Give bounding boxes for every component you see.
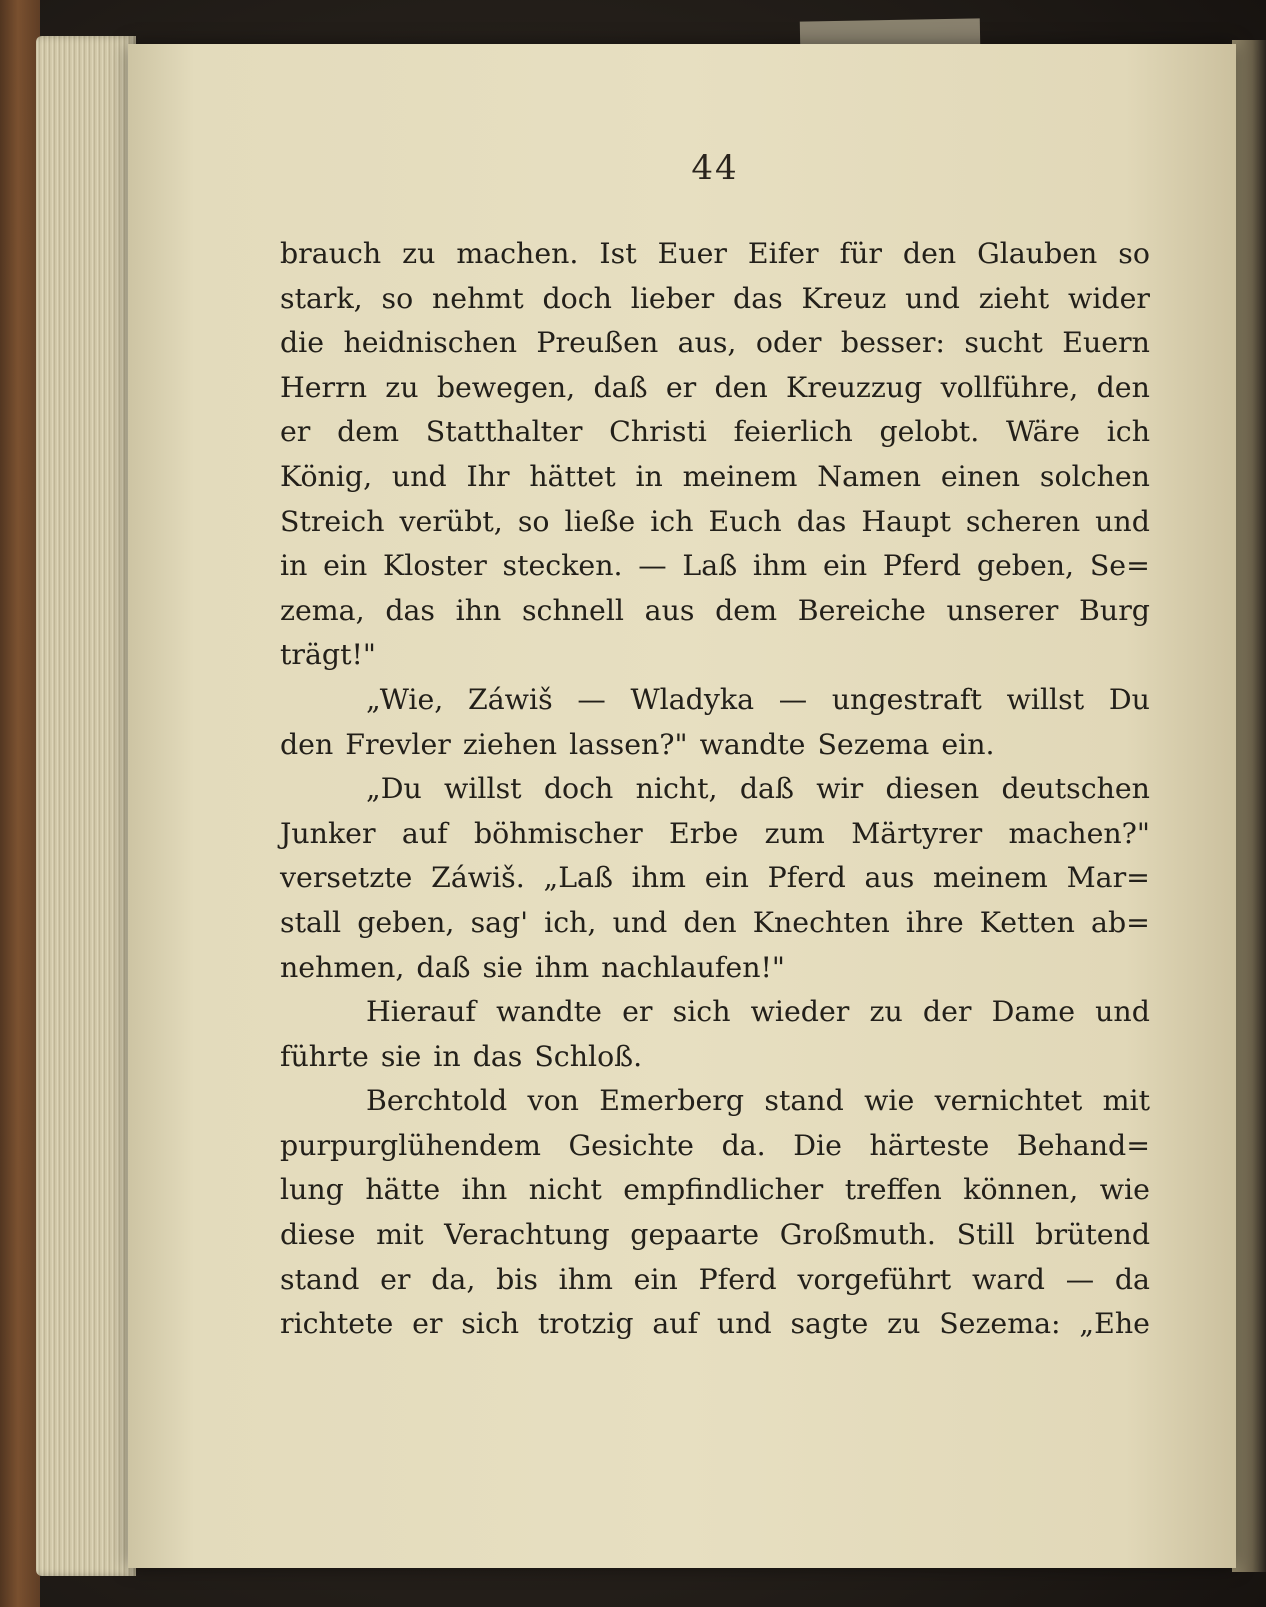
word: stark, [280, 281, 363, 315]
word: ihn [461, 1173, 508, 1207]
text-line [280, 1168, 1150, 1213]
word: Verachtung [444, 1218, 610, 1252]
word: trotzig [537, 1307, 634, 1341]
word: „Du [366, 772, 422, 806]
word: unserer [946, 593, 1059, 627]
word: Hierauf [366, 995, 476, 1029]
word: zieht [978, 281, 1050, 315]
word: Kloster [383, 549, 487, 583]
word: das [796, 504, 847, 538]
word: ihm [558, 1262, 613, 1296]
word: Záwiš [468, 682, 553, 716]
word: er [280, 415, 311, 449]
word: Ihr [466, 459, 510, 493]
word: das [733, 281, 783, 315]
word: mit [1102, 1084, 1150, 1118]
word: das [472, 1039, 523, 1073]
word: Pferd [767, 861, 846, 895]
word: lassen?" [569, 727, 688, 761]
word: sag' [470, 905, 529, 939]
text-line [280, 321, 1150, 366]
word: lieber [630, 281, 715, 315]
word: Wladyka [630, 682, 755, 716]
word: Ist [599, 237, 637, 270]
word: ein [323, 549, 368, 583]
word: wandte [699, 727, 806, 761]
word: den [280, 727, 334, 761]
word: Euch [708, 504, 782, 538]
word: wider [1068, 281, 1150, 315]
word: ihre [905, 905, 964, 939]
word: Kreuz [801, 281, 887, 315]
word: und [716, 1307, 772, 1341]
word: sich [672, 995, 731, 1029]
word: Laß [682, 549, 738, 583]
word: ein [704, 861, 749, 895]
word: Märtyrer [851, 816, 983, 850]
text-line [280, 856, 1150, 901]
word: ihn [455, 593, 502, 627]
word: König, [280, 459, 373, 493]
word: und [1095, 504, 1150, 538]
word: wieder [750, 995, 850, 1029]
word: in [433, 1039, 461, 1073]
word: vollführe, [940, 370, 1079, 404]
word: Pferd [698, 1262, 777, 1296]
text-line [280, 455, 1150, 500]
word: „Ehe [1079, 1307, 1150, 1341]
text-line [280, 1124, 1150, 1169]
text-line [280, 1079, 1150, 1124]
word: wir [816, 772, 864, 806]
word: er [412, 1307, 443, 1341]
word: — [1065, 1262, 1095, 1296]
text-line [280, 812, 1150, 857]
word: Schloß. [534, 1039, 643, 1073]
word: einen [940, 459, 1021, 493]
word: treffen [844, 1173, 942, 1207]
word: Sezema: [939, 1307, 1061, 1341]
word: Gesichte [568, 1128, 694, 1162]
word: stall [280, 905, 342, 939]
word: Glauben [977, 237, 1098, 270]
word: und [391, 459, 447, 493]
word: daß [593, 370, 648, 404]
word: den [902, 237, 957, 270]
word: können, [963, 1173, 1079, 1207]
word: ein [822, 549, 868, 583]
word: nicht, [635, 772, 718, 806]
body-text [280, 232, 1150, 1347]
word: scheren [965, 504, 1081, 538]
word: brütend [1035, 1218, 1150, 1252]
word: der [922, 995, 972, 1029]
word: heidnischen [343, 326, 518, 360]
word: Dame [991, 995, 1075, 1029]
word: diesen [885, 772, 980, 806]
word: Ketten [979, 905, 1075, 939]
word: — [577, 682, 606, 716]
word: zu [887, 1307, 921, 1341]
word: stand [280, 1262, 360, 1296]
word: „Wie, [366, 682, 444, 716]
text-line [280, 1258, 1150, 1303]
word: ab= [1091, 905, 1150, 939]
word: machen. [456, 237, 579, 270]
word: wie [864, 1084, 915, 1118]
word: Behand= [1016, 1128, 1150, 1162]
word: den [1096, 370, 1150, 404]
word: Se= [1089, 549, 1150, 583]
word: Eifer [747, 237, 819, 270]
word: er [380, 1262, 411, 1296]
word: und [1095, 995, 1150, 1029]
text-line [280, 901, 1150, 946]
word: nehmt [431, 281, 524, 315]
word: sich [461, 1307, 520, 1341]
word: sie [482, 950, 523, 984]
word: böhmischer [473, 816, 643, 850]
text-line [280, 366, 1150, 411]
word: ich [1106, 415, 1150, 449]
word: Die [793, 1128, 842, 1162]
word: stecken. [502, 549, 623, 583]
text-line [280, 544, 1150, 589]
word: gelobt. [879, 415, 980, 449]
word: wie [1099, 1173, 1150, 1207]
word: für [839, 237, 882, 270]
word: da, [431, 1262, 476, 1296]
text-line [280, 946, 1150, 991]
word: aus [864, 861, 915, 895]
word: trägt!" [280, 638, 376, 672]
word: ein [633, 1262, 678, 1296]
word: aus, [677, 326, 737, 360]
word: bewegen, [436, 370, 576, 404]
word: den [683, 905, 737, 939]
text-line [280, 1302, 1150, 1347]
word: Preußen [536, 326, 659, 360]
word: versetzte [280, 861, 413, 895]
word: willst [444, 772, 522, 806]
word: Knechten [752, 905, 890, 939]
text-line [280, 678, 1150, 723]
text-line [280, 990, 1150, 1035]
word: daß [416, 950, 471, 984]
word: zum [764, 816, 825, 850]
word: in [280, 549, 308, 583]
word: aus [644, 593, 695, 627]
word: schnell [521, 593, 624, 627]
word: in [635, 459, 663, 493]
word: doch [542, 281, 612, 315]
text-line [280, 410, 1150, 455]
word: purpurglühendem [280, 1128, 541, 1162]
word: ziehen [462, 727, 558, 761]
word: daß [739, 772, 794, 806]
word: und [905, 281, 960, 315]
word: zema, [280, 593, 365, 627]
word: feierlich [733, 415, 853, 449]
page-gutter-shadow [1232, 40, 1266, 1572]
word: Still [956, 1218, 1015, 1252]
word: ich, [544, 905, 597, 939]
word: lung [280, 1173, 344, 1207]
word: Großmuth. [779, 1218, 936, 1252]
word: meinem [682, 459, 798, 493]
word: da. [721, 1128, 766, 1162]
word: Sezema [817, 727, 930, 761]
word: so [517, 504, 550, 538]
word: solchen [1039, 459, 1150, 493]
word: hättet [529, 459, 616, 493]
word: zu [869, 995, 903, 1029]
word: Du [1108, 682, 1150, 716]
word: Christi [609, 415, 707, 449]
word: Statthalter [425, 415, 583, 449]
word: Pferd [882, 549, 962, 583]
word: nicht [528, 1173, 602, 1207]
word: und [612, 905, 668, 939]
word: Emerberg [599, 1084, 745, 1118]
word: dem [715, 593, 778, 627]
text-line [280, 1035, 1150, 1080]
word: härteste [869, 1128, 990, 1162]
word: vorgeführt [797, 1262, 952, 1296]
word: empfindlicher [623, 1173, 824, 1207]
text-line [280, 767, 1150, 812]
word: — [638, 549, 667, 583]
word: richtete [280, 1307, 394, 1341]
word: das [385, 593, 435, 627]
word: sucht [964, 326, 1043, 360]
word: ihm [752, 549, 808, 583]
word: Burg [1079, 593, 1150, 627]
word: Euern [1062, 326, 1150, 360]
word: wandte [496, 995, 602, 1029]
word: zu [402, 237, 436, 270]
word: gepaarte [630, 1218, 760, 1252]
word: Herrn [280, 370, 367, 404]
text-line [280, 277, 1150, 322]
word: doch [543, 772, 614, 806]
text-line [280, 589, 1150, 634]
word: da [1114, 1262, 1150, 1296]
word: ein. [941, 727, 995, 761]
word: diese [280, 1218, 356, 1252]
word: meinem [933, 861, 1048, 895]
word: Berchtold [366, 1084, 508, 1118]
word: auf [652, 1307, 699, 1341]
cover-leather-edge [0, 0, 40, 1607]
word: ward [971, 1262, 1045, 1296]
word: den [714, 370, 768, 404]
word: vernichtet [934, 1084, 1083, 1118]
word: Bereiche [797, 593, 926, 627]
text-line [280, 500, 1150, 545]
word: — [778, 682, 808, 716]
word: verübt, [399, 504, 503, 538]
word: so [1118, 237, 1150, 270]
word: so [381, 281, 414, 315]
word: mit [376, 1218, 424, 1252]
word: Erbe [669, 816, 739, 850]
word: deutschen [1001, 772, 1150, 806]
word: sagte [790, 1307, 869, 1341]
word: ihm [534, 950, 590, 984]
word: Mar= [1066, 861, 1150, 895]
word: Euer [657, 237, 727, 270]
word: Kreuzzug [786, 370, 923, 404]
word: Streich [280, 504, 385, 538]
word: nachlaufen!" [601, 950, 785, 984]
word: Wäre [1005, 415, 1080, 449]
word: zu [385, 370, 419, 404]
word: brauch [280, 237, 382, 270]
word: hätte [365, 1173, 441, 1207]
word: Haupt [861, 504, 951, 538]
word: er [622, 995, 653, 1029]
word: „Laß [543, 861, 613, 895]
page-edges [36, 36, 136, 1576]
word: sie [380, 1039, 422, 1073]
word: auf [401, 816, 448, 850]
word: nehmen, [280, 950, 405, 984]
text-line [280, 723, 1150, 768]
word: ihm [631, 861, 686, 895]
word: ungestraft [831, 682, 982, 716]
word: geben, [357, 905, 455, 939]
text-line [280, 232, 1150, 277]
word: er [665, 370, 697, 404]
word: Záwiš. [431, 861, 525, 895]
word: besser: [840, 326, 945, 360]
word: von [527, 1084, 579, 1118]
word: bis [496, 1262, 538, 1296]
page-number: 44 [691, 148, 739, 188]
word: geben, [976, 549, 1075, 583]
word: dem [337, 415, 400, 449]
word: willst [1006, 682, 1085, 716]
word: Junker [280, 816, 376, 850]
text-line [280, 1213, 1150, 1258]
word: stand [764, 1084, 844, 1118]
word: die [280, 326, 325, 360]
word: führte [280, 1039, 369, 1073]
text-line [280, 633, 1150, 678]
word: ließe [564, 504, 636, 538]
word: Frevler [345, 727, 451, 761]
word: ich [650, 504, 694, 538]
word: Namen [817, 459, 922, 493]
word: oder [755, 326, 822, 360]
word: machen?" [1008, 816, 1150, 850]
